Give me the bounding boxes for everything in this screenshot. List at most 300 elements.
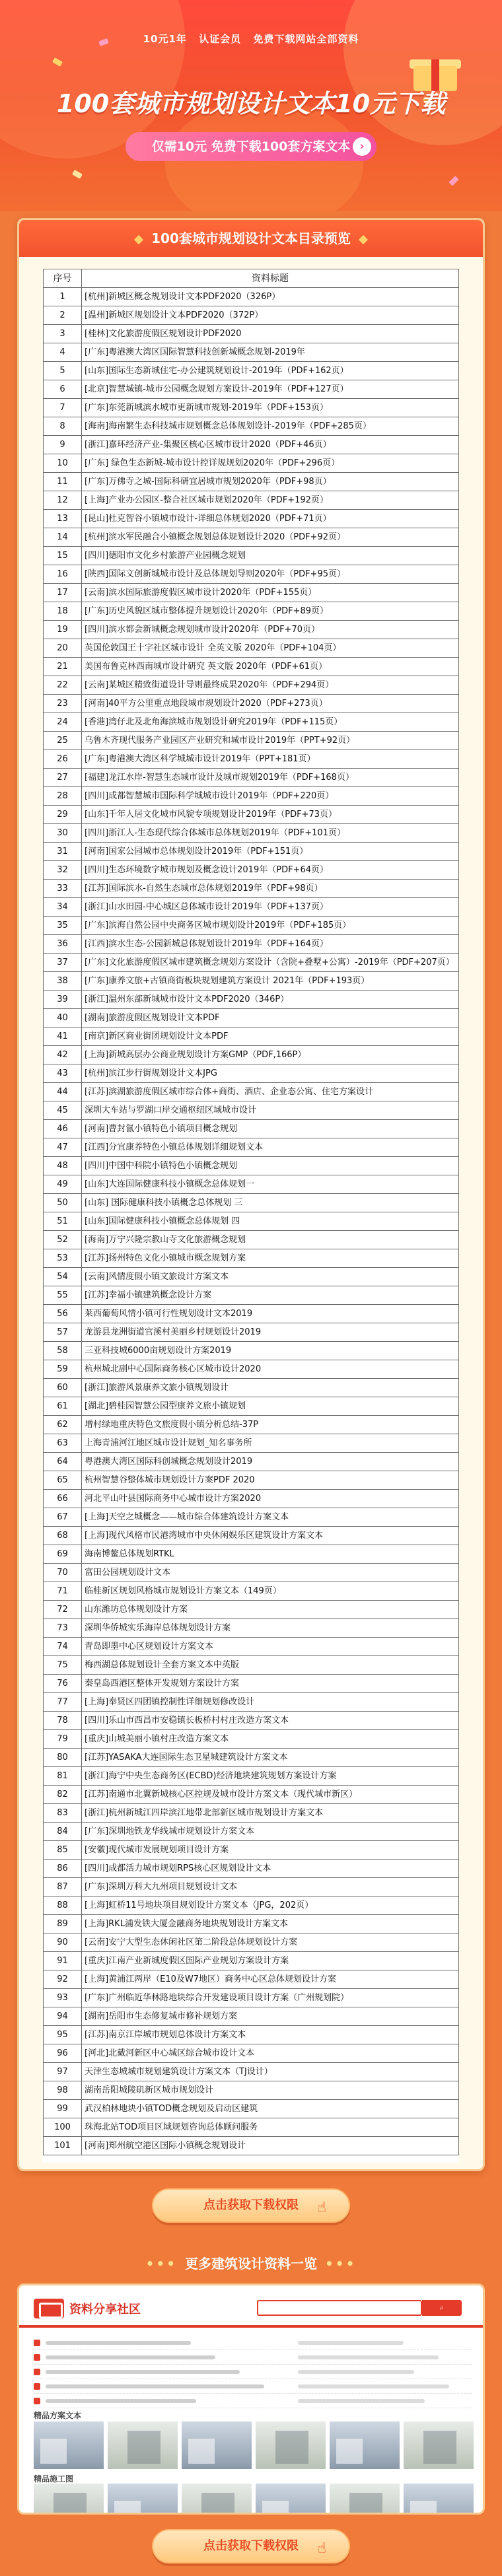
table-row — [44, 1397, 459, 1416]
row-title: [上海]产业办公园区-整合社区城市规划2020年（PDF+192页） — [82, 491, 459, 510]
table-row — [44, 1693, 459, 1712]
row-number: 70 — [44, 1564, 82, 1582]
more-resources-heading — [0, 2253, 502, 2272]
thumbnail-image — [108, 2484, 178, 2515]
table-row — [44, 1249, 459, 1268]
table-row — [44, 1767, 459, 1786]
table-row — [44, 639, 459, 658]
site-preview-image — [17, 2283, 485, 2515]
row-number: 13 — [44, 510, 82, 528]
row-title: [昆山]杜克智谷小镇城市设计-详细总体规划2020（PDF+71页） — [82, 510, 459, 528]
table-row — [44, 2063, 459, 2081]
thumbnail-image — [182, 2421, 252, 2469]
row-title: [上海]天空之城概念——城市综合体建筑设计方案文本 — [82, 1508, 459, 1527]
row-title: 杭州智慧谷整体城市规划设计方案PDF 2020 — [82, 1471, 459, 1490]
row-number: 2 — [44, 306, 82, 325]
preview-text-line — [46, 2385, 264, 2388]
preview-text-line — [298, 2355, 439, 2359]
row-title: 青岛即墨中心区规划设计方案文本 — [82, 1638, 459, 1656]
row-title: [上海]虹桥11号地块项目规划设计方案文本（JPG，202页） — [82, 1897, 459, 1915]
cta-label: 点击获取下载权限 — [203, 2198, 299, 2212]
row-title: [浙江]山水田园-中心城区总体城市设计2019年（PDF+137页） — [82, 898, 459, 917]
row-title: [江苏]国际滨水-自然生态城市总体规划2019年（PDF+98页） — [82, 880, 459, 898]
row-number: 6 — [44, 380, 82, 399]
row-number: 8 — [44, 417, 82, 436]
row-number: 87 — [44, 1878, 82, 1897]
row-number: 79 — [44, 1730, 82, 1749]
row-number: 14 — [44, 528, 82, 547]
row-title: [江苏]幸福小镇建筑概念设计方案 — [82, 1286, 459, 1305]
row-number: 97 — [44, 2063, 82, 2081]
table-row — [44, 1970, 459, 1989]
table-row — [44, 676, 459, 695]
preview-thumbnails — [34, 2421, 472, 2469]
row-title: [四川]滨水都会新城概念规划城市设计2020年（PDF+70页） — [82, 621, 459, 639]
row-number: 56 — [44, 1305, 82, 1323]
row-title: [云南]安宁大型生态休闲社区第二阶段总体规划设计方案 — [82, 1933, 459, 1952]
preview-nav-bar — [19, 2325, 485, 2328]
table-row — [44, 1952, 459, 1970]
preview-text-line — [46, 2355, 215, 2359]
get-download-permission-button[interactable] — [152, 2188, 350, 2223]
bullet-icon — [34, 2369, 40, 2375]
row-number: 34 — [44, 898, 82, 917]
row-number: 98 — [44, 2081, 82, 2100]
thumbnail-image — [330, 2484, 400, 2515]
row-number: 35 — [44, 917, 82, 935]
preview-text-line — [46, 2370, 240, 2374]
table-row — [44, 1619, 459, 1638]
table-row — [44, 380, 459, 399]
table-row — [44, 658, 459, 676]
table-row — [44, 1083, 459, 1101]
row-number: 89 — [44, 1915, 82, 1933]
row-title: [江苏]扬州特色文化小镇城市概念规划方案 — [82, 1249, 459, 1268]
diamond-icon — [359, 234, 368, 244]
row-title: [河北]北戴河新区中心城区综合城市设计文本 — [82, 2044, 459, 2063]
row-number: 82 — [44, 1786, 82, 1804]
table-row — [44, 325, 459, 343]
row-title: 乌鲁木齐现代服务产业园区产业研究和城市设计2019年（PPT+92页） — [82, 732, 459, 750]
table-row — [44, 1508, 459, 1527]
table-row — [44, 1009, 459, 1027]
table-row — [44, 343, 459, 362]
row-title: [浙江]杭州新城江四岸滨江地带北部新区城市规划设计方案文本 — [82, 1804, 459, 1823]
preview-text-line — [298, 2341, 404, 2345]
row-title: [杭州]新城区概念规划设计文本PDF2020（326P） — [82, 288, 459, 306]
table-row — [44, 1101, 459, 1120]
dots-decoration: ••• — [325, 2256, 357, 2272]
slogan-price: 10元1年 — [143, 33, 187, 45]
row-title: [杭州]滨水军民融合小镇概念规划总体规划设计2020（PDF+92页） — [82, 528, 459, 547]
row-number: 69 — [44, 1545, 82, 1564]
row-number: 36 — [44, 935, 82, 954]
table-row — [44, 1360, 459, 1379]
row-title: 龙游县龙洲街道官溪村美丽乡村规划设计2019 — [82, 1323, 459, 1342]
preview-thumbnails — [34, 2484, 472, 2515]
row-number: 17 — [44, 584, 82, 602]
table-row — [44, 1120, 459, 1138]
row-title: [河南]曹封氤小镇特色小镇项目概念规划 — [82, 1120, 459, 1138]
bullet-icon — [34, 2340, 40, 2346]
row-number: 25 — [44, 732, 82, 750]
table-row — [44, 1675, 459, 1693]
table-row — [44, 1545, 459, 1564]
row-title: [浙江]海宁中央生态商务区(ECBD)经济地块建筑规划方案设计方案 — [82, 1767, 459, 1786]
row-title: [广东]万佛寺之城-国际科研宜居城市规划2020年（PDF+98页） — [82, 473, 459, 491]
row-title: 深圳华侨城实乐海岸总体规划设计方案 — [82, 1619, 459, 1638]
preview-text-line — [46, 2399, 196, 2403]
row-title: [广东]粤港澳大湾区科学城城市设计2019年（PPT+181页） — [82, 750, 459, 769]
row-title: [上海]现代风格市民港湾城市中央休闲娱乐区建筑设计方案文本 — [82, 1527, 459, 1545]
table-row — [44, 1453, 459, 1471]
row-number: 33 — [44, 880, 82, 898]
row-number: 32 — [44, 861, 82, 880]
row-title: 莱西葡萄风情小镇可行性规划设计文本2019 — [82, 1305, 459, 1323]
row-number: 37 — [44, 954, 82, 972]
row-number: 83 — [44, 1804, 82, 1823]
row-number: 4 — [44, 343, 82, 362]
cta-label: 点击获取下载权限 — [203, 2539, 299, 2553]
hero-slogan — [0, 32, 502, 46]
table-row — [44, 1064, 459, 1083]
bullet-icon — [34, 2398, 40, 2404]
table-row — [44, 1804, 459, 1823]
table-row — [44, 2026, 459, 2044]
row-number: 85 — [44, 1841, 82, 1860]
thumbnail-image — [34, 2421, 104, 2469]
thumbnail-image — [330, 2421, 400, 2469]
row-title: 山东潍坊总体规划设计方案 — [82, 1601, 459, 1619]
row-title: 增村绿地重庆特色文旅度假小镇分析总结-37P — [82, 1416, 459, 1434]
row-number: 5 — [44, 362, 82, 380]
table-row — [44, 362, 459, 380]
row-title: [重庆]山城美丽小镇村庄改造方案文本 — [82, 1730, 459, 1749]
row-number: 71 — [44, 1582, 82, 1601]
catalog-card-title — [19, 220, 483, 257]
row-title: 美国布鲁克林西南城市设计研究 英文版 2020年（PDF+61页） — [82, 658, 459, 676]
row-number: 31 — [44, 843, 82, 861]
row-number: 73 — [44, 1619, 82, 1638]
row-title: [海南]海南繁生态科技城市规划概念总体规划设计-2019年（PDF+285页） — [82, 417, 459, 436]
row-title: [河南]40平方公里重点地段城市规划设计2020（PDF+273页） — [82, 695, 459, 713]
table-row — [44, 1268, 459, 1286]
row-number: 28 — [44, 787, 82, 806]
row-title: [重庆]江南产业新城度假区国际产业规划方案设计方案 — [82, 1952, 459, 1970]
table-row — [44, 880, 459, 898]
row-title: 三亚科技城6000亩规划设计方案2019 — [82, 1342, 459, 1360]
row-number: 21 — [44, 658, 82, 676]
catalog-table — [43, 269, 459, 2155]
table-row — [44, 1749, 459, 1767]
row-number: 96 — [44, 2044, 82, 2063]
row-title: 秦皇岛西港区整体开发规划方案设计方案 — [82, 1675, 459, 1693]
row-number: 22 — [44, 676, 82, 695]
row-number: 81 — [44, 1767, 82, 1786]
preview-list — [34, 2336, 472, 2408]
table-row — [44, 1212, 459, 1231]
row-number: 3 — [44, 325, 82, 343]
row-number: 74 — [44, 1638, 82, 1656]
table-row — [44, 991, 459, 1009]
more-resources-title: 更多建筑设计资料一览 — [185, 2256, 317, 2272]
table-row — [44, 1471, 459, 1490]
row-number: 26 — [44, 750, 82, 769]
row-number: 7 — [44, 399, 82, 417]
get-download-permission-button-bottom[interactable] — [152, 2529, 350, 2563]
table-row — [44, 491, 459, 510]
table-row — [44, 602, 459, 621]
preview-label-plans: 精品方案文本 — [34, 2411, 82, 2420]
row-title: 湖南岳阳城陵矶新区城市规划设计 — [82, 2081, 459, 2100]
row-title: 粤港澳大湾区国际科创城概念规划设计2019 — [82, 1453, 459, 1471]
table-row — [44, 1194, 459, 1212]
hero-offer-label: 仅需10元 免费下载100套方案文本 — [151, 139, 351, 154]
table-row — [44, 1601, 459, 1619]
row-number: 53 — [44, 1249, 82, 1268]
row-title: [桂林]文化旅游度假区规划设计PDF2020 — [82, 325, 459, 343]
row-number: 60 — [44, 1379, 82, 1397]
table-row — [44, 935, 459, 954]
row-title: [四川]成都智慧城市国际科学城城市设计2019年（PDF+220页） — [82, 787, 459, 806]
table-row — [44, 843, 459, 861]
preview-text-line — [46, 2341, 191, 2345]
bullet-icon — [34, 2383, 40, 2390]
row-number: 12 — [44, 491, 82, 510]
table-row — [44, 806, 459, 824]
table-row — [44, 2137, 459, 2155]
row-number: 42 — [44, 1046, 82, 1064]
table-row — [44, 528, 459, 547]
table-row — [44, 1989, 459, 2007]
table-row — [44, 454, 459, 473]
table-row — [44, 1712, 459, 1730]
table-row — [44, 1564, 459, 1582]
table-row — [44, 1897, 459, 1915]
row-number: 30 — [44, 824, 82, 843]
chevron-right-icon: › — [353, 137, 371, 156]
row-number: 63 — [44, 1434, 82, 1453]
table-row — [44, 824, 459, 843]
preview-text-line — [298, 2399, 425, 2403]
row-title: [江苏]南京江岸城市规划总体设计方案文本 — [82, 2026, 459, 2044]
table-row — [44, 750, 459, 769]
row-title: [温州]新城区规划设计文本PDF2020（372P） — [82, 306, 459, 325]
table-row — [44, 1416, 459, 1434]
row-number: 59 — [44, 1360, 82, 1379]
row-number: 55 — [44, 1286, 82, 1305]
row-number: 94 — [44, 2007, 82, 2026]
row-number: 84 — [44, 1823, 82, 1841]
preview-text-line — [298, 2385, 449, 2388]
row-number: 19 — [44, 621, 82, 639]
table-row — [44, 972, 459, 991]
thumbnail-image — [404, 2421, 474, 2469]
preview-list-row — [34, 2394, 472, 2408]
row-number: 61 — [44, 1397, 82, 1416]
site-name: 资料分享社区 — [69, 2303, 141, 2316]
row-number: 77 — [44, 1693, 82, 1712]
table-row — [44, 417, 459, 436]
table-row — [44, 1342, 459, 1360]
row-number: 23 — [44, 695, 82, 713]
row-number: 57 — [44, 1323, 82, 1342]
row-title: [湖北]碧桂园智慧公园型康养文旅小镇规划 — [82, 1397, 459, 1416]
preview-list-row — [34, 2365, 472, 2379]
table-row — [44, 547, 459, 565]
catalog-table-body — [44, 288, 459, 2155]
table-row — [44, 1527, 459, 1545]
row-title: [江苏]南通市北翼新城核心区控规及城市设计方案文本（现代城市新区） — [82, 1786, 459, 1804]
row-number: 62 — [44, 1416, 82, 1434]
row-number: 1 — [44, 288, 82, 306]
row-title: 富田公园规划设计文本 — [82, 1564, 459, 1582]
dots-decoration: ••• — [145, 2256, 177, 2272]
thumbnail-image — [34, 2484, 104, 2515]
table-row — [44, 2007, 459, 2026]
row-title: [山东]千年人居文化城市风貌专项规划设计2019年（PDF+73页） — [82, 806, 459, 824]
row-title: [浙江]嘉环经济产业-集聚区核心区城市设计2020（PDF+46页） — [82, 436, 459, 454]
row-number: 80 — [44, 1749, 82, 1767]
row-title: [广东] 绿色生态新城-城市设计控详规规划2020年（PDF+296页） — [82, 454, 459, 473]
table-row — [44, 1175, 459, 1194]
row-title: [浙江]温州东部新城城市设计文本PDF2020（346P） — [82, 991, 459, 1009]
table-row — [44, 1582, 459, 1601]
row-title: [北京]智慧城镇-城市公园概念规划方案设计-2019年（PDF+127页） — [82, 380, 459, 399]
row-number: 64 — [44, 1453, 82, 1471]
table-row — [44, 584, 459, 602]
row-number: 29 — [44, 806, 82, 824]
table-row — [44, 732, 459, 750]
pointer-hand-icon: ☝ — [317, 2200, 326, 2216]
row-title: [陕西]国际文创新城城市设计及总体规划导则2020年（PDF+95页） — [82, 565, 459, 584]
row-title: [河南]郑州航空港区国际小镇概念规划设计 — [82, 2137, 459, 2155]
table-row — [44, 917, 459, 935]
table-row — [44, 1878, 459, 1897]
slogan-free: 免费下载网站全部资料 — [253, 33, 359, 45]
table-row — [44, 436, 459, 454]
row-number: 76 — [44, 1675, 82, 1693]
row-number: 46 — [44, 1120, 82, 1138]
row-title: [海南]万宁兴隆宗教山寺文化旅游概念规划 — [82, 1231, 459, 1249]
row-title: 珠海北站TOD项目区域规划咨询总体顾问服务 — [82, 2118, 459, 2137]
table-row — [44, 1860, 459, 1878]
thumbnail-image — [108, 2421, 178, 2469]
table-row — [44, 1323, 459, 1342]
row-title: 梅西湖总体规划设计全套方案文本中英版 — [82, 1656, 459, 1675]
table-row — [44, 1434, 459, 1453]
row-number: 51 — [44, 1212, 82, 1231]
row-number: 58 — [44, 1342, 82, 1360]
row-title: [云南]某城区精致街道设计导则最终成果2020年（PDF+294页） — [82, 676, 459, 695]
row-title: 临桂新区规划风格城市规划设计方案文本（149页） — [82, 1582, 459, 1601]
row-title: [香港]湾仔北及北角海滨城市规划设计研究2019年（PDF+115页） — [82, 713, 459, 732]
row-title: 深圳大车站与罗湖口岸交通枢纽区域城市设计 — [82, 1101, 459, 1120]
table-row — [44, 954, 459, 972]
table-row — [44, 306, 459, 325]
table-row — [44, 1379, 459, 1397]
row-number: 90 — [44, 1933, 82, 1952]
row-title: 上海青浦河江地区城市设计规划_知名事务所 — [82, 1434, 459, 1453]
row-title: [上海]RKL浦发铁大厦金融商务地块规划设计方案文本 — [82, 1915, 459, 1933]
table-row — [44, 473, 459, 491]
row-number: 100 — [44, 2118, 82, 2137]
preview-list-row — [34, 2379, 472, 2394]
table-row — [44, 1305, 459, 1323]
thumbnail-image — [182, 2484, 252, 2515]
row-title: [上海]新城高层办公商业规划设计方案GMP（PDF,166P） — [82, 1046, 459, 1064]
row-number: 15 — [44, 547, 82, 565]
preview-text-line — [298, 2370, 414, 2374]
row-title: [安徽]现代城市发展规划项目设计方案 — [82, 1841, 459, 1860]
table-row — [44, 1157, 459, 1175]
row-title: [广东]康养文旅+古镇商街板块规划建筑方案设计 2021年（PDF+193页） — [82, 972, 459, 991]
row-title: [四川]乐山市西昌市安稳镇长板桥村村庄改造方案文本 — [82, 1712, 459, 1730]
row-number: 72 — [44, 1601, 82, 1619]
row-number: 91 — [44, 1952, 82, 1970]
row-title: [广东]滨海自然公园中央商务区城市规划设计2019年（PDF+185页） — [82, 917, 459, 935]
bullet-icon — [34, 2354, 40, 2361]
table-row — [44, 1933, 459, 1952]
table-row — [44, 1490, 459, 1508]
row-number: 24 — [44, 713, 82, 732]
table-row — [44, 769, 459, 787]
row-number: 93 — [44, 1989, 82, 2007]
row-title: [福建]龙江水岸-智慧生态城市设计及城市规划2019年（PDF+168页） — [82, 769, 459, 787]
row-number: 54 — [44, 1268, 82, 1286]
hero-offer-button[interactable] — [126, 132, 377, 161]
row-number: 20 — [44, 639, 82, 658]
table-row — [44, 1046, 459, 1064]
table-row — [44, 861, 459, 880]
table-row — [44, 2081, 459, 2100]
row-title: [广东]粤港澳大湾区国际智慧科技创新城概念规划-2019年 — [82, 343, 459, 362]
confetti-icon — [72, 170, 83, 179]
row-number: 10 — [44, 454, 82, 473]
preview-list-row — [34, 2350, 472, 2365]
row-title: [四川]生态环境数字城市规划及概念设计2019年（PDF+64页） — [82, 861, 459, 880]
row-number: 11 — [44, 473, 82, 491]
table-row — [44, 1638, 459, 1656]
row-title: [云南]滨水国际旅游度假区城市设计2020年（PDF+155页） — [82, 584, 459, 602]
table-row — [44, 1786, 459, 1804]
table-row — [44, 288, 459, 306]
hero-title: 100套城市规划设计文本10元下载 — [56, 89, 446, 118]
row-number: 99 — [44, 2100, 82, 2118]
row-title: [杭州]滨江步行街规划设计文本JPG — [82, 1064, 459, 1083]
row-title: 武汉柏林地块小镇TOD概念规划及启动区建筑 — [82, 2100, 459, 2118]
row-title: [江苏]滨湖旅游度假区城市综合体+商街、酒店、企业态公寓、住宅方案设计 — [82, 1083, 459, 1101]
row-title: 天津生态城城市规划建筑设计方案文本（TJ设计） — [82, 2063, 459, 2081]
column-header-title: 资料标题 — [82, 269, 459, 288]
row-title: [广东]深圳地铁龙华线城市规划设计方案文本 — [82, 1823, 459, 1841]
table-row — [44, 565, 459, 584]
row-title: [浙江]旅游风景康养文旅小镇规划设计 — [82, 1379, 459, 1397]
row-title: [河南]国家公园城市总体规划设计2019年（PDF+151页） — [82, 843, 459, 861]
row-number: 52 — [44, 1231, 82, 1249]
hero-banner — [0, 0, 502, 211]
preview-search-box — [257, 2300, 422, 2316]
row-number: 47 — [44, 1138, 82, 1157]
table-header-row — [44, 269, 459, 288]
preview-label-drawings: 精品施工图 — [34, 2474, 74, 2484]
row-number: 45 — [44, 1101, 82, 1120]
table-row — [44, 1138, 459, 1157]
row-number: 40 — [44, 1009, 82, 1027]
catalog-table-wrap — [43, 269, 459, 2163]
row-number: 92 — [44, 1970, 82, 1989]
row-number: 65 — [44, 1471, 82, 1490]
